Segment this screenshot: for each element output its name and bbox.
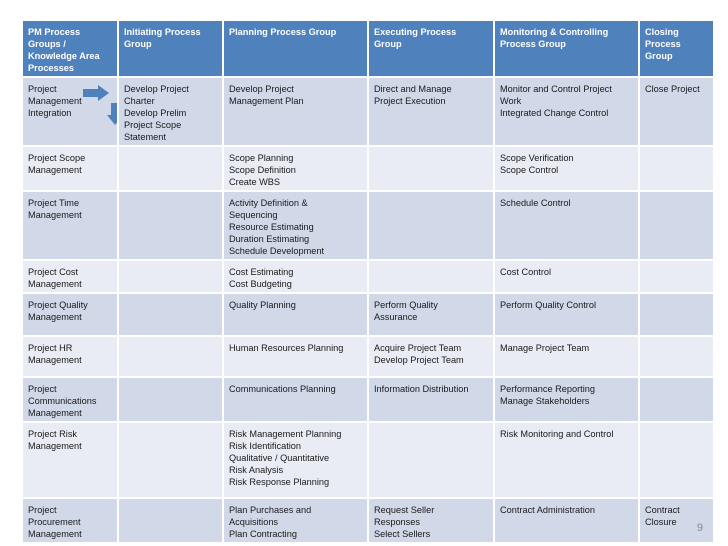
monitoring-cell: Scope Verification Scope Control	[494, 146, 639, 191]
knowledge-area-cell: Project Risk Management	[22, 422, 118, 498]
knowledge-area-cell: Project Communications Management	[22, 377, 118, 422]
planning-cell: Plan Purchases and Acquisitions Plan Contracting	[223, 498, 368, 543]
monitoring-cell: Risk Monitoring and Control	[494, 422, 639, 498]
initiating-cell	[118, 498, 223, 543]
knowledge-area-cell: Project Quality Management	[22, 293, 118, 336]
executing-cell	[368, 422, 494, 498]
knowledge-area-cell: Project Cost Management	[22, 260, 118, 293]
monitoring-cell: Schedule Control	[494, 191, 639, 260]
table-row	[22, 377, 714, 422]
arrow-down-icon	[107, 103, 118, 125]
knowledge-area-cell: Project Procurement Management	[22, 498, 118, 543]
table-row	[22, 422, 714, 498]
executing-cell: Perform Quality Assurance	[368, 293, 494, 336]
executing-cell: Direct and Manage Project Execution	[368, 77, 494, 146]
closing-cell	[639, 146, 714, 191]
closing-cell: Contract Closure	[639, 498, 714, 543]
planning-cell: Risk Management Planning Risk Identification Qualitative / Quantitative Risk Analysis Risk Response Planning	[223, 422, 368, 498]
arrow-right-icon	[83, 85, 109, 101]
monitoring-cell: Contract Administration	[494, 498, 639, 543]
monitoring-cell: Performance Reporting Manage Stakeholders	[494, 377, 639, 422]
closing-cell	[639, 260, 714, 293]
executing-cell	[368, 146, 494, 191]
pm-process-table	[21, 19, 715, 544]
table-row	[22, 498, 714, 543]
monitoring-cell: Monitor and Control Project Work Integrated Change Control	[494, 77, 639, 146]
initiating-cell: Develop Project Charter Develop Prelim Project Scope Statement	[118, 77, 223, 146]
closing-cell: Close Project	[639, 77, 714, 146]
monitoring-cell: Perform Quality Control	[494, 293, 639, 336]
executing-cell: Request Seller Responses Select Sellers	[368, 498, 494, 543]
knowledge-area-cell: Project Scope Management	[22, 146, 118, 191]
header-initiating: Initiating Process Group	[118, 20, 223, 77]
header-knowledge-area: PM Process Groups / Knowledge Area Processes	[22, 20, 118, 77]
knowledge-area-cell: Project Management Integration	[22, 77, 118, 146]
planning-cell: Quality Planning	[223, 293, 368, 336]
executing-cell: Acquire Project Team Develop Project Team	[368, 336, 494, 377]
closing-cell	[639, 377, 714, 422]
initiating-cell	[118, 422, 223, 498]
planning-cell: Scope Planning Scope Definition Create WBS	[223, 146, 368, 191]
planning-cell: Cost Estimating Cost Budgeting	[223, 260, 368, 293]
executing-cell	[368, 260, 494, 293]
initiating-cell	[118, 293, 223, 336]
initiating-cell	[118, 146, 223, 191]
page-number: 9	[696, 522, 703, 534]
planning-cell: Human Resources Planning	[223, 336, 368, 377]
initiating-cell	[118, 377, 223, 422]
monitoring-cell: Cost Control	[494, 260, 639, 293]
table-row	[22, 191, 714, 260]
table-row	[22, 336, 714, 377]
closing-cell	[639, 191, 714, 260]
knowledge-area-cell: Project HR Management	[22, 336, 118, 377]
executing-cell: Information Distribution	[368, 377, 494, 422]
header-closing: Closing Process Group	[639, 20, 714, 77]
planning-cell: Communications Planning	[223, 377, 368, 422]
executing-cell	[368, 191, 494, 260]
header-planning: Planning Process Group	[223, 20, 368, 77]
table-row	[22, 77, 714, 146]
closing-cell	[639, 336, 714, 377]
closing-cell	[639, 422, 714, 498]
planning-cell: Activity Definition & Sequencing Resource Estimating Duration Estimating Schedule Development	[223, 191, 368, 260]
monitoring-cell: Manage Project Team	[494, 336, 639, 377]
initiating-cell	[118, 191, 223, 260]
initiating-cell	[118, 336, 223, 377]
header-executing: Executing Process Group	[368, 20, 494, 77]
initiating-cell	[118, 260, 223, 293]
table-row	[22, 146, 714, 191]
table-row	[22, 293, 714, 336]
header-row	[22, 20, 714, 77]
planning-cell: Develop Project Management Plan	[223, 77, 368, 146]
header-monitoring: Monitoring & Controlling Process Group	[494, 20, 639, 77]
table-row	[22, 260, 714, 293]
knowledge-area-cell: Project Time Management	[22, 191, 118, 260]
closing-cell	[639, 293, 714, 336]
